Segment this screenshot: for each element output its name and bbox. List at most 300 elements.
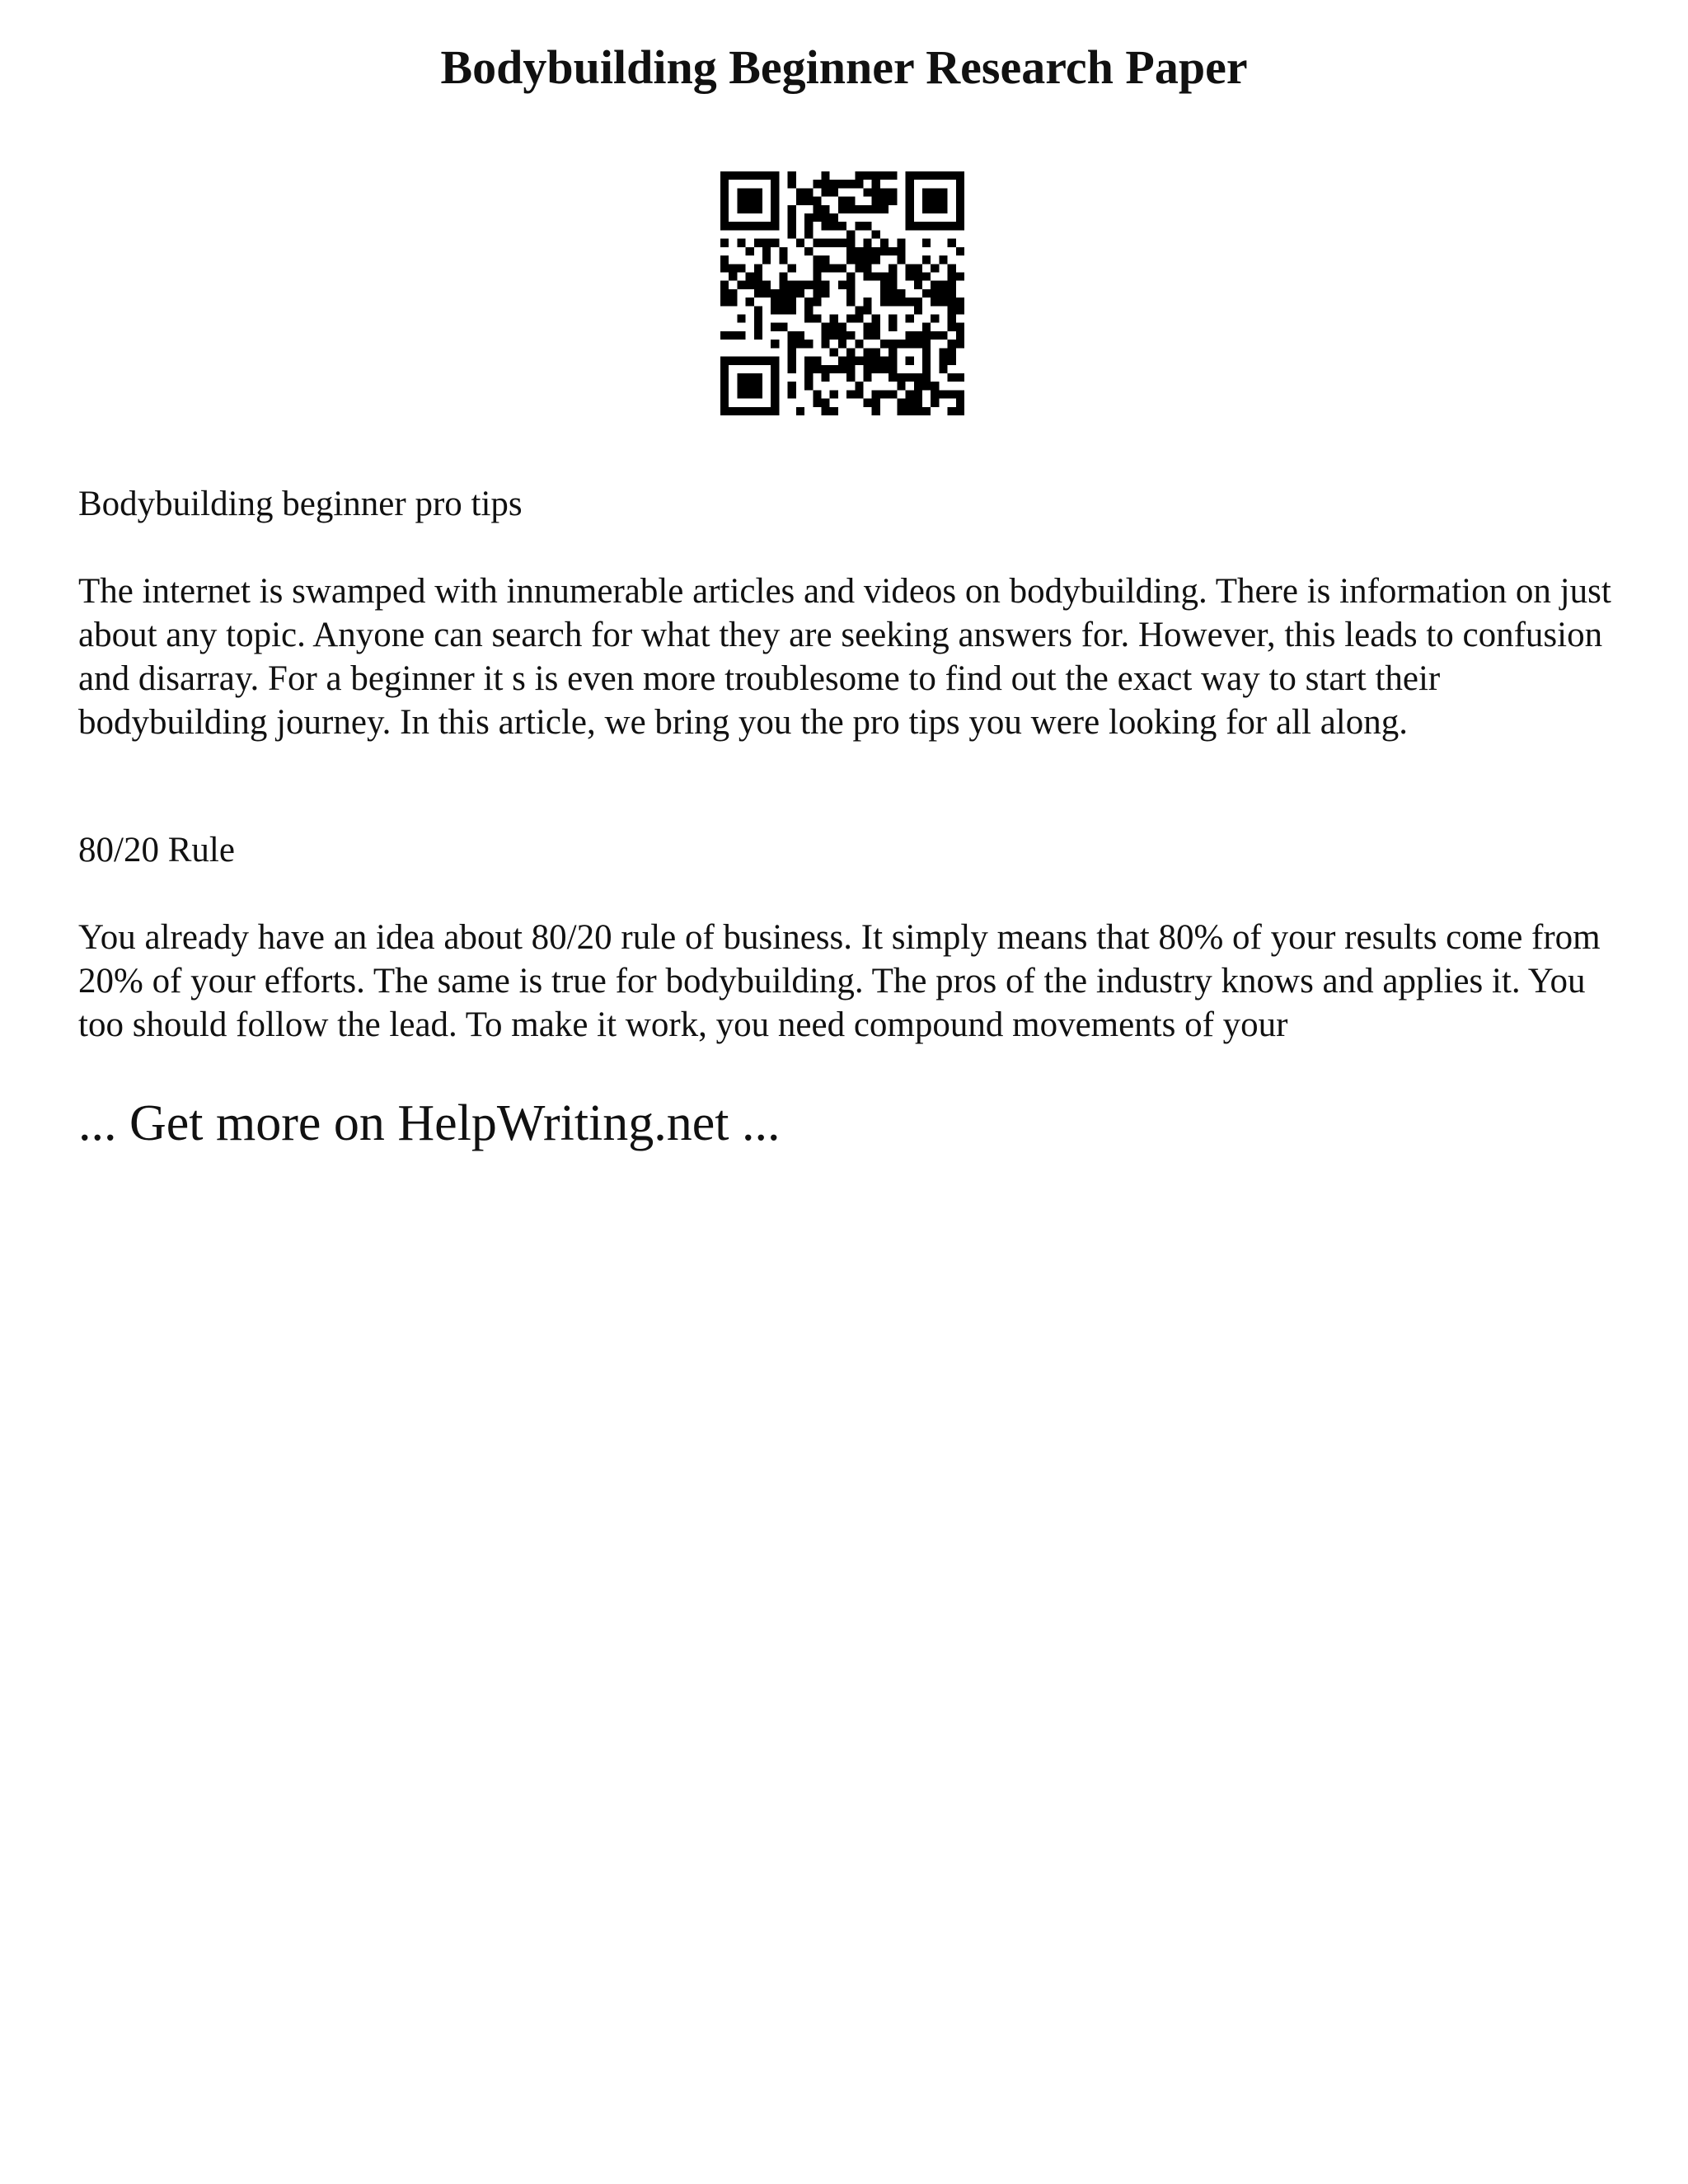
qr-module <box>771 357 779 365</box>
qr-module <box>779 272 787 280</box>
qr-module <box>906 315 914 323</box>
qr-module <box>804 230 813 238</box>
qr-module <box>855 180 863 188</box>
qr-module <box>804 298 813 306</box>
qr-module <box>922 407 931 415</box>
qr-module <box>931 331 939 340</box>
qr-module <box>754 188 762 196</box>
qr-module <box>872 365 880 373</box>
qr-module <box>813 298 821 306</box>
qr-module <box>771 222 779 230</box>
qr-module <box>830 222 838 230</box>
qr-module <box>737 205 745 213</box>
qr-module <box>922 188 931 196</box>
qr-module <box>956 373 964 382</box>
qr-module <box>796 281 804 289</box>
qr-module <box>897 255 905 264</box>
qr-module <box>864 272 872 280</box>
qr-module <box>872 407 880 415</box>
qr-module <box>914 382 922 390</box>
qr-module <box>788 390 796 398</box>
qr-module <box>906 390 914 398</box>
qr-module <box>880 390 889 398</box>
qr-module <box>922 357 931 365</box>
qr-module <box>746 298 754 306</box>
qr-module <box>737 390 745 398</box>
qr-module <box>729 264 737 272</box>
qr-module <box>813 264 821 272</box>
qr-module <box>855 247 863 255</box>
qr-module <box>771 407 779 415</box>
qr-module <box>746 382 754 390</box>
qr-module <box>830 188 838 196</box>
qr-module <box>931 264 939 272</box>
qr-module <box>788 289 796 298</box>
qr-module <box>931 382 939 390</box>
qr-module <box>830 323 838 331</box>
qr-module <box>821 255 829 264</box>
qr-module <box>948 315 956 323</box>
qr-module <box>897 239 905 247</box>
qr-module <box>737 357 745 365</box>
qr-module <box>948 390 956 398</box>
qr-module <box>906 298 914 306</box>
qr-module <box>729 331 737 340</box>
qr-module <box>838 239 846 247</box>
qr-module <box>804 382 813 390</box>
qr-module <box>821 407 829 415</box>
qr-module <box>939 188 947 196</box>
qr-module <box>948 373 956 382</box>
qr-module <box>720 264 729 272</box>
qr-module <box>830 239 838 247</box>
qr-module <box>931 171 939 180</box>
qr-module <box>931 315 939 323</box>
qr-module <box>779 281 787 289</box>
qr-module <box>939 357 947 365</box>
qr-module <box>754 197 762 205</box>
qr-module <box>864 205 872 213</box>
qr-module <box>846 315 855 323</box>
qr-module <box>931 197 939 205</box>
qr-module <box>771 399 779 407</box>
qr-module <box>804 315 813 323</box>
qr-module <box>720 289 729 298</box>
qr-module <box>838 331 846 340</box>
qr-module <box>948 298 956 306</box>
qr-module <box>796 331 804 340</box>
qr-module <box>872 171 880 180</box>
qr-module <box>880 289 889 298</box>
qr-module <box>889 390 897 398</box>
qr-module <box>872 323 880 331</box>
qr-module <box>914 399 922 407</box>
qr-module <box>906 407 914 415</box>
qr-module <box>939 390 947 398</box>
qr-module <box>720 390 729 398</box>
qr-module <box>746 390 754 398</box>
qr-module <box>956 399 964 407</box>
qr-module <box>838 264 846 272</box>
qr-module <box>939 205 947 213</box>
qr-module <box>813 272 821 280</box>
qr-module <box>830 348 838 356</box>
qr-module <box>872 180 880 188</box>
qr-module <box>906 171 914 180</box>
qr-module <box>720 382 729 390</box>
qr-module <box>720 407 729 415</box>
qr-module <box>754 373 762 382</box>
qr-module <box>906 340 914 348</box>
qr-module <box>830 315 838 323</box>
qr-module <box>729 222 737 230</box>
qr-module <box>746 197 754 205</box>
qr-module <box>821 340 829 348</box>
qr-module <box>897 247 905 255</box>
qr-module <box>720 205 729 213</box>
qr-module <box>813 213 821 222</box>
qr-module <box>821 373 829 382</box>
qr-module <box>855 255 863 264</box>
qr-module <box>914 272 922 280</box>
qr-module <box>914 373 922 382</box>
qr-module <box>922 340 931 348</box>
qr-module <box>746 373 754 382</box>
qr-module <box>771 306 779 314</box>
subtitle: Bodybuilding beginner pro tips <box>78 485 523 523</box>
qr-module <box>788 298 796 306</box>
qr-module <box>771 340 779 348</box>
qr-module <box>931 188 939 196</box>
qr-module <box>880 365 889 373</box>
qr-module <box>779 298 787 306</box>
qr-module <box>906 357 914 365</box>
qr-module <box>830 390 838 398</box>
qr-module <box>762 357 771 365</box>
qr-module <box>720 331 729 340</box>
qr-module <box>754 390 762 398</box>
qr-module <box>872 205 880 213</box>
qr-module <box>821 239 829 247</box>
qr-module <box>931 222 939 230</box>
qr-module <box>846 331 855 340</box>
qr-module <box>846 247 855 255</box>
qr-module <box>838 357 846 365</box>
qr-module <box>771 239 779 247</box>
qr-module <box>846 255 855 264</box>
qr-module <box>821 289 829 298</box>
qr-module <box>846 365 855 373</box>
qr-module <box>737 222 745 230</box>
qr-module <box>821 281 829 289</box>
qr-module <box>754 281 762 289</box>
qr-module <box>948 239 956 247</box>
qr-module <box>914 390 922 398</box>
qr-module <box>872 357 880 365</box>
qr-module <box>737 171 745 180</box>
qr-module <box>729 407 737 415</box>
qr-code-icon <box>720 171 964 415</box>
qr-module <box>922 205 931 213</box>
qr-module <box>846 272 855 280</box>
qr-module <box>922 382 931 390</box>
qr-module <box>880 357 889 365</box>
qr-module <box>754 171 762 180</box>
qr-module <box>737 407 745 415</box>
qr-module <box>872 390 880 398</box>
qr-module <box>846 289 855 298</box>
qr-module <box>729 357 737 365</box>
qr-module <box>746 357 754 365</box>
qr-module <box>788 365 796 373</box>
qr-module <box>922 272 931 280</box>
qr-module <box>948 348 956 356</box>
qr-module <box>889 289 897 298</box>
qr-module <box>796 197 804 205</box>
qr-module <box>796 188 804 196</box>
qr-module <box>872 188 880 196</box>
qr-module <box>880 205 889 213</box>
qr-module <box>788 230 796 238</box>
paragraph-rule: You already have an idea about 80/20 rule of business. It simply means that 80% of your results come from 20% of your efforts. The same is true for bodybuilding. The pros of the industry knows and applies it. You too should follow the lead. To make it work, you need compound movements of your <box>78 918 1601 1044</box>
qr-module <box>746 281 754 289</box>
qr-module <box>864 323 872 331</box>
qr-module <box>804 340 813 348</box>
qr-module <box>821 399 829 407</box>
qr-module <box>746 407 754 415</box>
qr-module <box>889 264 897 272</box>
qr-module <box>922 331 931 340</box>
qr-module <box>821 331 829 340</box>
page-title: Bodybuilding Beginner Research Paper <box>440 40 1248 94</box>
qr-module <box>948 281 956 289</box>
qr-module <box>729 298 737 306</box>
qr-module <box>746 247 754 255</box>
qr-module <box>897 382 905 390</box>
qr-module <box>864 247 872 255</box>
qr-module <box>922 365 931 373</box>
qr-module <box>771 205 779 213</box>
qr-module <box>804 188 813 196</box>
qr-module <box>939 281 947 289</box>
qr-module <box>864 373 872 382</box>
qr-module <box>771 390 779 398</box>
qr-module <box>846 281 855 289</box>
qr-module <box>830 407 838 415</box>
section-heading: 80/20 Rule <box>78 831 235 869</box>
qr-module <box>948 289 956 298</box>
qr-module <box>855 205 863 213</box>
qr-module <box>939 331 947 340</box>
qr-module <box>864 348 872 356</box>
qr-module <box>855 315 863 323</box>
qr-module <box>889 365 897 373</box>
qr-module <box>754 315 762 323</box>
qr-module <box>864 255 872 264</box>
qr-module <box>864 264 872 272</box>
qr-module <box>838 205 846 213</box>
qr-module <box>897 407 905 415</box>
qr-module <box>762 407 771 415</box>
qr-module <box>889 281 897 289</box>
qr-module <box>729 289 737 298</box>
qr-module <box>771 373 779 382</box>
qr-module <box>813 255 821 264</box>
qr-module <box>771 382 779 390</box>
qr-module <box>838 340 846 348</box>
qr-module <box>788 264 796 272</box>
qr-module <box>720 357 729 365</box>
qr-module <box>754 331 762 340</box>
qr-module <box>914 407 922 415</box>
qr-module <box>948 340 956 348</box>
qr-module <box>872 255 880 264</box>
qr-module <box>864 171 872 180</box>
qr-module <box>956 180 964 188</box>
qr-module <box>889 188 897 196</box>
qr-module <box>720 197 729 205</box>
qr-module <box>813 197 821 205</box>
qr-module <box>737 373 745 382</box>
qr-module <box>804 306 813 314</box>
qr-module <box>771 171 779 180</box>
qr-module <box>846 205 855 213</box>
qr-module <box>914 331 922 340</box>
qr-module <box>855 222 863 230</box>
qr-module <box>771 289 779 298</box>
qr-module <box>813 390 821 398</box>
qr-module <box>880 239 889 247</box>
qr-module <box>720 255 729 264</box>
qr-module <box>864 331 872 340</box>
qr-module <box>956 272 964 280</box>
qr-module <box>872 315 880 323</box>
qr-module <box>880 171 889 180</box>
qr-module <box>754 306 762 314</box>
qr-module <box>880 247 889 255</box>
qr-module <box>804 357 813 365</box>
qr-module <box>771 365 779 373</box>
qr-module <box>922 239 931 247</box>
qr-module <box>931 289 939 298</box>
qr-module <box>813 365 821 373</box>
qr-module <box>922 289 931 298</box>
qr-module <box>788 213 796 222</box>
qr-module <box>939 171 947 180</box>
qr-module <box>737 197 745 205</box>
qr-module <box>956 197 964 205</box>
qr-module <box>948 357 956 365</box>
qr-module <box>914 222 922 230</box>
qr-module <box>762 247 771 255</box>
qr-module <box>788 382 796 390</box>
qr-code-graphic <box>720 171 964 415</box>
qr-module <box>804 213 813 222</box>
qr-module <box>788 357 796 365</box>
qr-module <box>762 255 771 264</box>
qr-module <box>754 272 762 280</box>
qr-module <box>838 222 846 230</box>
qr-module <box>746 171 754 180</box>
qr-module <box>779 323 787 331</box>
qr-module <box>855 264 863 272</box>
qr-module <box>838 365 846 373</box>
qr-module <box>889 357 897 365</box>
qr-module <box>821 222 829 230</box>
qr-module <box>737 281 745 289</box>
qr-module <box>931 399 939 407</box>
qr-module <box>729 272 737 280</box>
qr-module <box>771 197 779 205</box>
qr-module <box>737 382 745 390</box>
qr-module <box>746 205 754 213</box>
qr-module <box>864 306 872 314</box>
qr-module <box>922 373 931 382</box>
qr-module <box>821 180 829 188</box>
qr-module <box>897 399 905 407</box>
qr-module <box>779 306 787 314</box>
qr-module <box>771 188 779 196</box>
qr-module <box>754 382 762 390</box>
qr-module <box>906 222 914 230</box>
qr-module <box>897 373 905 382</box>
qr-module <box>906 188 914 196</box>
qr-module <box>821 323 829 331</box>
qr-module <box>931 390 939 398</box>
qr-module <box>939 298 947 306</box>
qr-module <box>855 357 863 365</box>
qr-module <box>889 171 897 180</box>
qr-module <box>804 281 813 289</box>
qr-module <box>846 197 855 205</box>
qr-module <box>897 340 905 348</box>
qr-module <box>864 222 872 230</box>
qr-module <box>939 197 947 205</box>
qr-module <box>864 365 872 373</box>
qr-module <box>855 306 863 314</box>
qr-module <box>914 264 922 272</box>
qr-module <box>796 239 804 247</box>
qr-module <box>754 264 762 272</box>
qr-module <box>914 281 922 289</box>
qr-module <box>771 298 779 306</box>
qr-module <box>846 298 855 306</box>
qr-module <box>830 365 838 373</box>
qr-module <box>846 230 855 238</box>
qr-module <box>838 180 846 188</box>
qr-module <box>846 390 855 398</box>
qr-module <box>830 331 838 340</box>
qr-module <box>889 373 897 382</box>
qr-module <box>889 315 897 323</box>
qr-module <box>864 399 872 407</box>
qr-module <box>855 382 863 390</box>
qr-module <box>720 281 729 289</box>
qr-module <box>821 205 829 213</box>
qr-module <box>838 281 846 289</box>
qr-module <box>830 264 838 272</box>
qr-module <box>956 205 964 213</box>
qr-module <box>922 255 931 264</box>
qr-module <box>796 289 804 298</box>
qr-module <box>922 222 931 230</box>
qr-module <box>922 323 931 331</box>
qr-module <box>948 264 956 272</box>
qr-module <box>889 340 897 348</box>
qr-module <box>720 171 729 180</box>
qr-module <box>948 323 956 331</box>
qr-module <box>939 365 947 373</box>
